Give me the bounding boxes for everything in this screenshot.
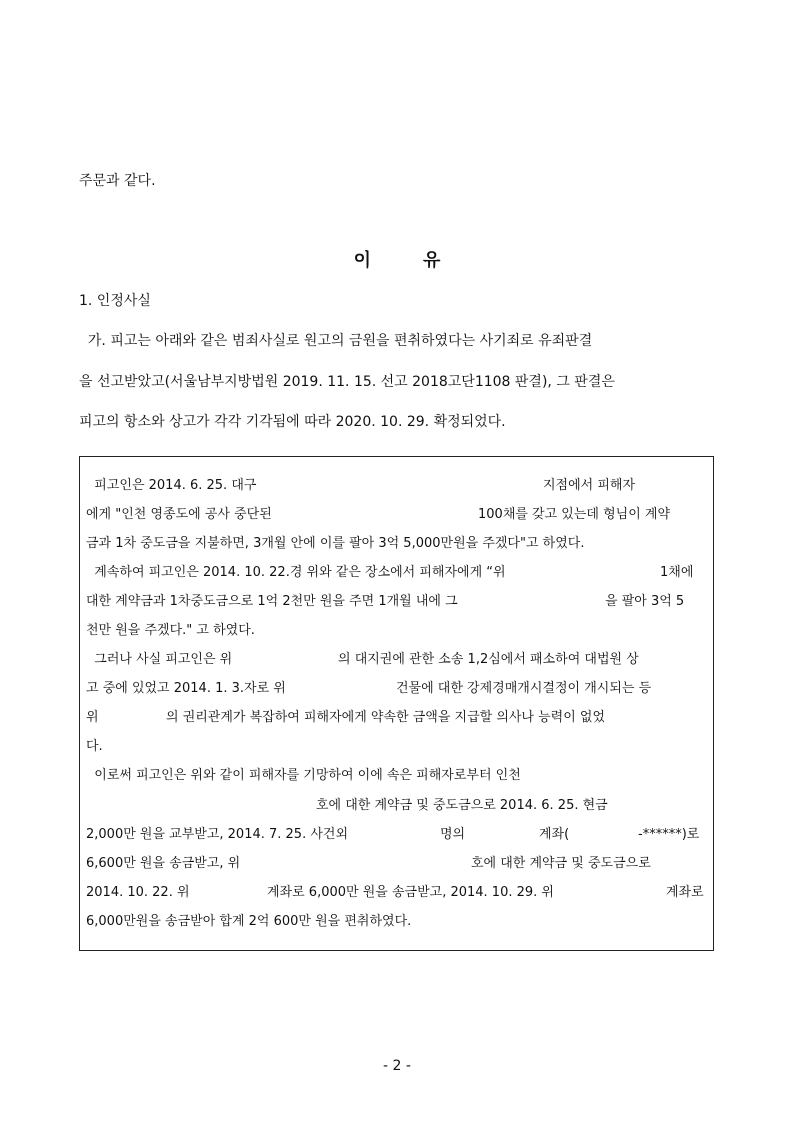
box-line: 계좌로: [666, 885, 704, 900]
title-char-1: 이: [353, 250, 371, 271]
box-line: 건물에 대한 강제경매개시결정이 개시되는 등: [396, 681, 652, 696]
box-line: 그러나 사실 피고인은 위: [86, 652, 233, 667]
box-line: 다.: [86, 739, 103, 754]
box-line: 고 중에 있었고 2014. 1. 3.자로 위: [86, 681, 286, 696]
page-number: - 2 -: [383, 1058, 411, 1074]
box-line: 1채에: [660, 565, 694, 580]
title-char-2: 유: [423, 250, 441, 271]
box-line: 지점에서 피해자: [543, 478, 636, 493]
box-line: 대한 계약금과 1차중도금으로 1억 2천만 원을 주면 1개월 내에 그: [86, 594, 458, 609]
box-line: 계좌로 6,000만 원을 송금받고, 2014. 10. 29. 위: [267, 885, 554, 900]
box-line: 천만 원을 주겠다." 고 하였다.: [86, 623, 255, 638]
paragraph-ga-line: 피고의 항소와 상고가 각각 기각됨에 따라 2020. 10. 29. 확정되었다.: [79, 414, 506, 430]
paragraph-ga-line: 가. 피고는 아래와 같은 범죄사실로 원고의 금원을 편취하였다는 사기죄로 유죄판결: [79, 333, 593, 349]
box-line: 6,000만원을 송금받아 합계 2억 600만 원을 편취하였다.: [86, 914, 412, 929]
box-line: 계좌(: [539, 827, 570, 842]
box-line: 2,000만 원을 교부받고, 2014. 7. 25. 사건외: [86, 827, 349, 842]
box-line: 호에 대한 계약금 및 중도금으로: [471, 856, 651, 871]
box-line: 을 팔아 3억 5: [605, 594, 685, 609]
box-line: 위: [86, 710, 99, 725]
box-line: 명의: [440, 827, 466, 842]
box-line: 계속하여 피고인은 2014. 10. 22.경 위와 같은 장소에서 피해자에게 “위: [86, 565, 506, 580]
box-line: 의 권리관계가 복잡하여 피해자에게 약속한 금액을 지급할 의사나 능력이 없었: [166, 710, 606, 725]
box-line: -******)로: [638, 827, 700, 842]
box-line: 이로써 피고인은 위와 같이 피해자를 기망하여 이에 속은 피해자로부터 인천: [86, 768, 521, 783]
box-line: 피고인은 2014. 6. 25. 대구: [86, 478, 257, 493]
box-line: 6,600만 원을 송금받고, 위: [86, 856, 241, 871]
section-title: [0, 246, 794, 272]
crime-facts-box: [79, 456, 714, 951]
paragraph-ga-line: 을 선고받았고(서울남부지방법원 2019. 11. 15. 선고 2018고단1108 판결), 그 판결은: [79, 374, 615, 390]
box-line: 100채를 갖고 있는데 형님이 계약: [478, 507, 671, 522]
box-line: 에게 "인천 영종도에 공사 중단된: [86, 507, 272, 522]
intro-line: 주문과 같다.: [79, 173, 156, 189]
section-heading-1: 1. 인정사실: [79, 293, 151, 309]
box-line: 2014. 10. 22. 위: [86, 885, 190, 900]
box-line: 금과 1차 중도금을 지불하면, 3개월 안에 이를 팔아 3억 5,000만원을 주겠다"고 하였다.: [86, 536, 585, 551]
box-line: 호에 대한 계약금 및 중도금으로 2014. 6. 25. 현금: [316, 798, 608, 813]
box-line: 의 대지권에 관한 소송 1,2심에서 패소하여 대법원 상: [338, 652, 639, 667]
